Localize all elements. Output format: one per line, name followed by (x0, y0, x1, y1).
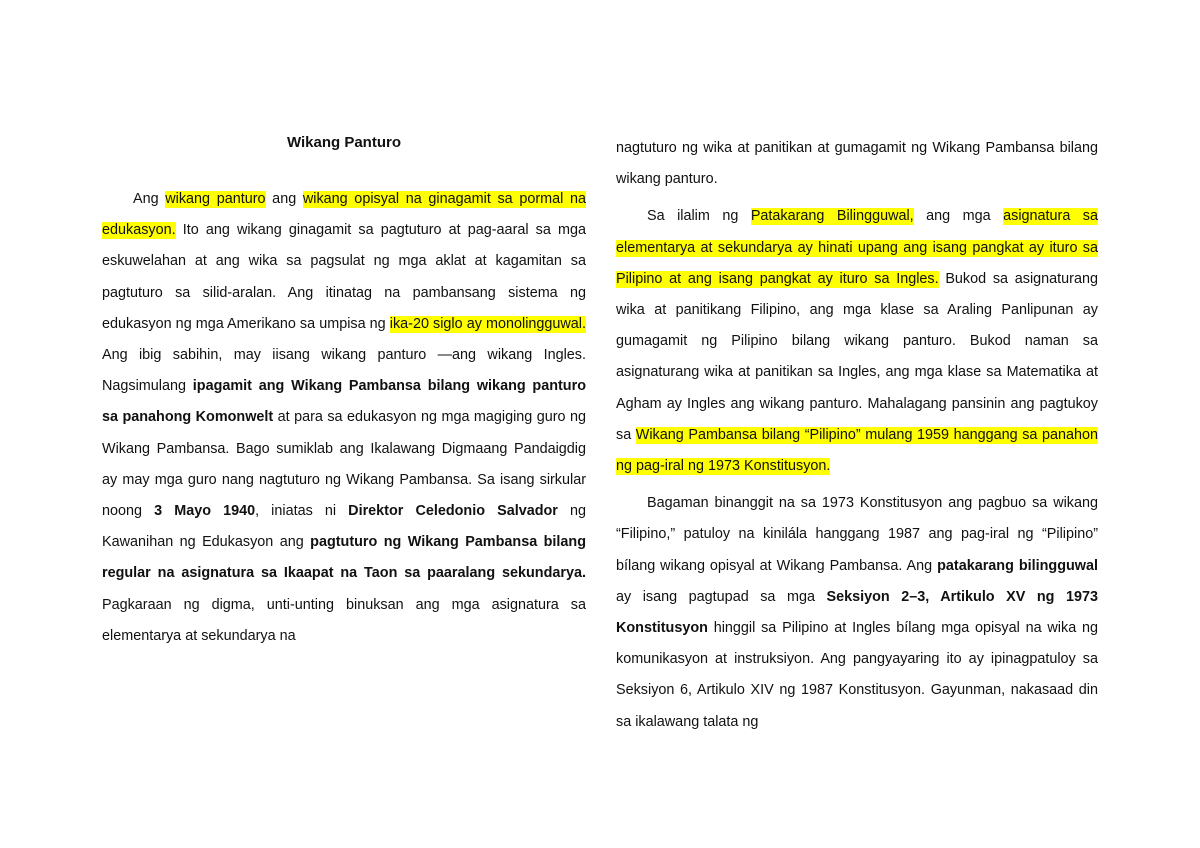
bold-text: patakarang bilingguwal (937, 557, 1098, 574)
text: Sa ilalim ng (647, 208, 751, 225)
text: Pagkaraan ng digma, unti-unting binuksan ang mga asignatura sa elementarya at sekundarya na (102, 596, 586, 644)
paragraph-continuation: nagtuturo ng wika at panitikan at gumagamit ng Wikang Pambansa bilang wikang panturo. (616, 140, 1098, 188)
text: Bagaman binanggit na sa 1973 Konstitusyon ang pagbuo sa wikang “Filipino,” patuloy na kinilála hanggang 1987 ang pag-iral ng “Pilipino” bílang wikang opisyal at Wikang Pambansa. Ang (616, 495, 1098, 574)
highlight: asignatura sa elementarya at sekundarya ay hinati upang ang isang pangkat ay ituro sa Pilipino at ang isang pangkat ay ituro sa Ingles. (616, 208, 1098, 287)
text: Bukod sa asignaturang wika at panitikang Filipino, ang mga klase sa Araling Panlipunan ay gumagamit ng Pilipino bilang wikang panturo. Bukod naman sa asignaturang wika at panitikan sa Ingles, ang mga klase sa Matematika at Agham ay Ingles ang wikang panturo. Mahalagang pansinin ang pagtukoy sa (616, 270, 1098, 443)
bold-text: pagtuturo ng Wikang Pambansa bilang regular na asignatura sa Ikaapat na Taon sa paaralang sekundarya. (102, 534, 586, 582)
bold-text: ipagamit ang Wikang Pambansa bilang wikang panturo sa panahong Komonwelt (102, 378, 586, 426)
paragraph-wikang-panturo (102, 184, 586, 652)
text: ang (265, 191, 303, 207)
bold-text: Direktor Celedonio Salvador (348, 503, 558, 520)
highlight: Wikang Pambansa bilang “Pilipino” mulang 1959 hanggang sa panahon ng pag-iral ng 1973 Konstitusyon. (616, 426, 1098, 475)
bold-text: 3 Mayo 1940 (154, 503, 256, 520)
text: Ito ang wikang ginagamit sa pagtuturo at pag-aaral sa mga eskuwelahan at ang wika sa pagsulat ng mga aklat at kagamitan sa pagtuturo sa silid-aralan. Ang itinatag na pambansang sistema ng edukasyon ng mga Amerikano sa umpisa ng (102, 222, 586, 332)
text: , iniatas ni (255, 503, 349, 520)
text: Ang (133, 191, 166, 207)
paragraph-patakarang-bilingguwal (616, 201, 1098, 482)
text: ay isang pagtupad sa mga (616, 588, 827, 605)
highlight: wikang panturo (165, 191, 266, 207)
document-title: Wikang Panturo (286, 134, 402, 151)
text: Ang ibig sabihin, may iisang wikang panturo —ang wikang Ingles. Nagsimulang (102, 347, 586, 395)
left-column (102, 133, 586, 652)
bold-text: Seksiyon 2–3, Artikulo XV ng 1973 Konstitusyon (616, 588, 1098, 637)
highlight: Patakarang Bilingguwal, (750, 208, 914, 225)
highlight: ika-20 siglo ay monolingguwal. (389, 315, 586, 332)
right-column (616, 133, 1098, 738)
text: ng Kawanihan ng Edukasyon ang (102, 503, 586, 551)
paragraph-konstitusyon (616, 488, 1098, 738)
text: at para sa edukasyon ng mga magiging guro ng Wikang Pambansa. Bago sumiklab ang Ikalawang Digmaang Pandaigdig ay may mga guro nang nagtuturo ng Wikang Pambansa. Sa isang sirkular noong (102, 409, 586, 520)
highlight: wikang opisyal na ginagamit sa pormal na edukasyon. (102, 191, 586, 239)
text: ang mga (913, 208, 1004, 225)
text: hinggil sa Pilipino at Ingles bílang mga opisyal na wika ng komunikasyon at instruksiyon. Ang pangyayaring ito ay ipinagpatuloy sa Seksiyon 6, Artikulo XIV ng 1987 Konstitusyon. Gayunman, nakasaad din sa ikalawang talata ng (616, 620, 1098, 730)
